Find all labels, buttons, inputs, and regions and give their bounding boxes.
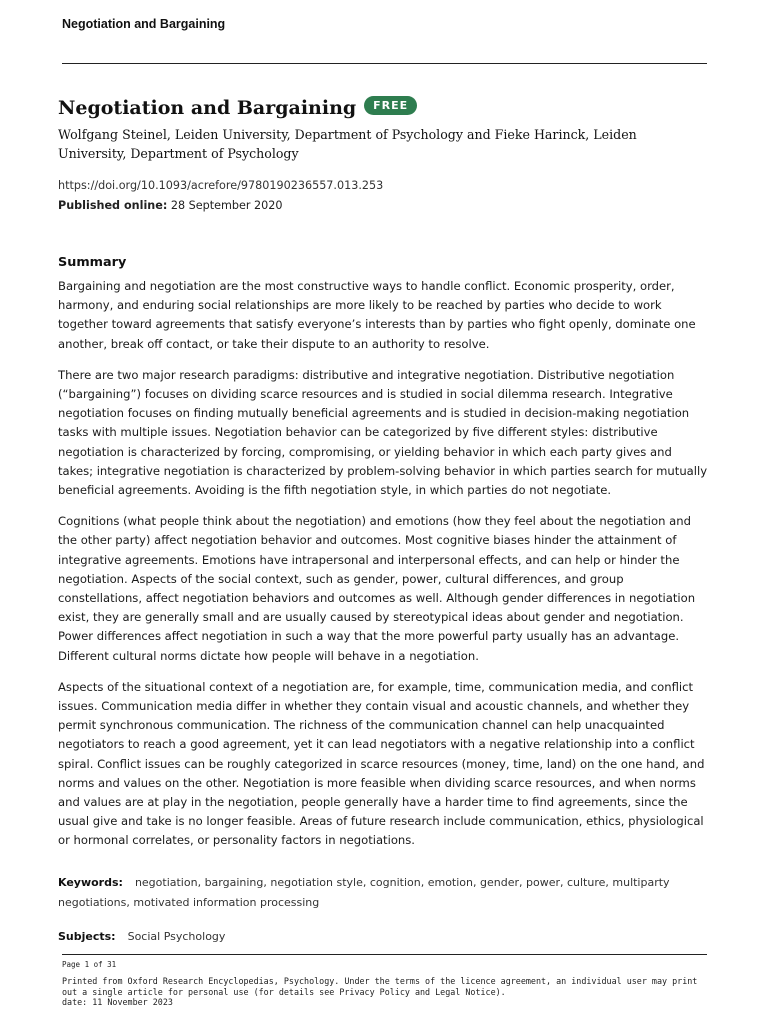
summary-paragraph: Cognitions (what people think about the negotiation) and emotions (how they feel about the negotiation and the other party) affect negotiation behavior and outcomes. Most cognitive biases hinder the attainment of integrative agreements. Emotions have intrapersonal and interpersonal effects, and can help or hinder the negotiation. Aspects of the social context, such as gender, power, cultural differences, and group constellations, affect negotiation behaviors and outcomes as well. Although gender differences in negotiation exist, they are generally small and are usually caused by stereotypical ideas about gender and negotiation. Power differences affect negotiation in such a way that the more powerful party usually has an advantage. Different cultural norms dictate how people will behave in a negotiation. xyxy=(58,514,696,663)
summary-paragraph: Aspects of the situational context of a negotiation are, for example, time, communication media, and conflict issues. Communication media differ in whether they contain visual and acoustic channels, and whether they permit synchronous communication. The richness of the communication channel can help unacquainted negotiators to reach a good agreement, yet it can lead negotiators with a negative relationship into a conflict spiral. Conflict issues can be roughly categorized in scarce resources (money, time, land) on the one hand, and norms and values on the other. Negotiation is more feasible when dividing scarce resources, and when norms and values are at play in the negotiation, people generally have a harder time to find agreements, since the usual give and take is no longer feasible. Areas of future research include communication, ethics, physiological or hormonal correlates, or personality factors in negotiations. xyxy=(58,679,705,848)
summary-heading: Summary xyxy=(58,255,127,270)
footer-license: Printed from Oxford Research Encyclopedias, Psychology. Under the terms of the licence agreement, an individual user may print out a single article for personal use (for details see Privacy Policy and Legal Notice). xyxy=(62,976,698,997)
summary-body xyxy=(58,277,710,863)
running-header: Negotiation and Bargaining xyxy=(62,17,226,31)
article-title: Negotiation and Bargaining xyxy=(58,97,357,119)
title-row xyxy=(58,97,417,119)
keywords-list[interactable]: negotiation, bargaining, negotiation style, cognition, emotion, gender, power, culture, multiparty negotiations, motivated information processing xyxy=(58,876,670,909)
published-date xyxy=(58,199,283,212)
article-authors: Wolfgang Steinel, Leiden University, Department of Psychology and Fieke Harinck, Leiden University, Department of Psychology xyxy=(58,127,637,161)
page-number: Page 1 of 31 xyxy=(62,960,117,969)
keywords-label: Keywords: xyxy=(58,876,123,889)
footer-divider xyxy=(62,954,707,955)
footer-date: date: 11 November 2023 xyxy=(62,997,173,1007)
free-badge: FREE xyxy=(364,96,417,115)
published-label: Published online: xyxy=(58,199,168,212)
published-value: 28 September 2020 xyxy=(170,199,283,212)
summary-paragraph: There are two major research paradigms: distributive and integrative negotiation. Distributive negotiation (“bargaining”) focuses on dividing scarce resources and is studied in social dilemma research. Integrative negotiation focuses on finding mutually beneficial agreements and is studied in decision-making negotiation tasks with multiple issues. Negotiation behavior can be categorized by five different styles: distributive negotiation is characterized by forcing, compromising, or yielding behavior in which each party gives and takes; integrative negotiation is characterized by problem-solving behavior in which parties search for mutually beneficial agreements. Avoiding is the fifth negotiation style, in which parties do not negotiate. xyxy=(58,367,708,498)
summary-paragraph: Bargaining and negotiation are the most constructive ways to handle conflict. Economic prosperity, order, harmony, and enduring social relationships are more likely to be reached by parties who decide to work together toward agreements that satisfy everyone’s interests than by parties who fight openly, dominate one another, break off contact, or take their dispute to an authority to resolve. xyxy=(58,279,696,351)
subjects-label: Subjects: xyxy=(58,930,116,943)
doi-link[interactable]: https://doi.org/10.1093/acrefore/9780190236557.013.253 xyxy=(58,179,384,192)
keywords xyxy=(58,873,710,913)
header-divider xyxy=(62,63,707,64)
subject-link[interactable]: Social Psychology xyxy=(127,930,226,943)
subjects xyxy=(58,930,225,943)
page-footer xyxy=(62,960,712,1008)
